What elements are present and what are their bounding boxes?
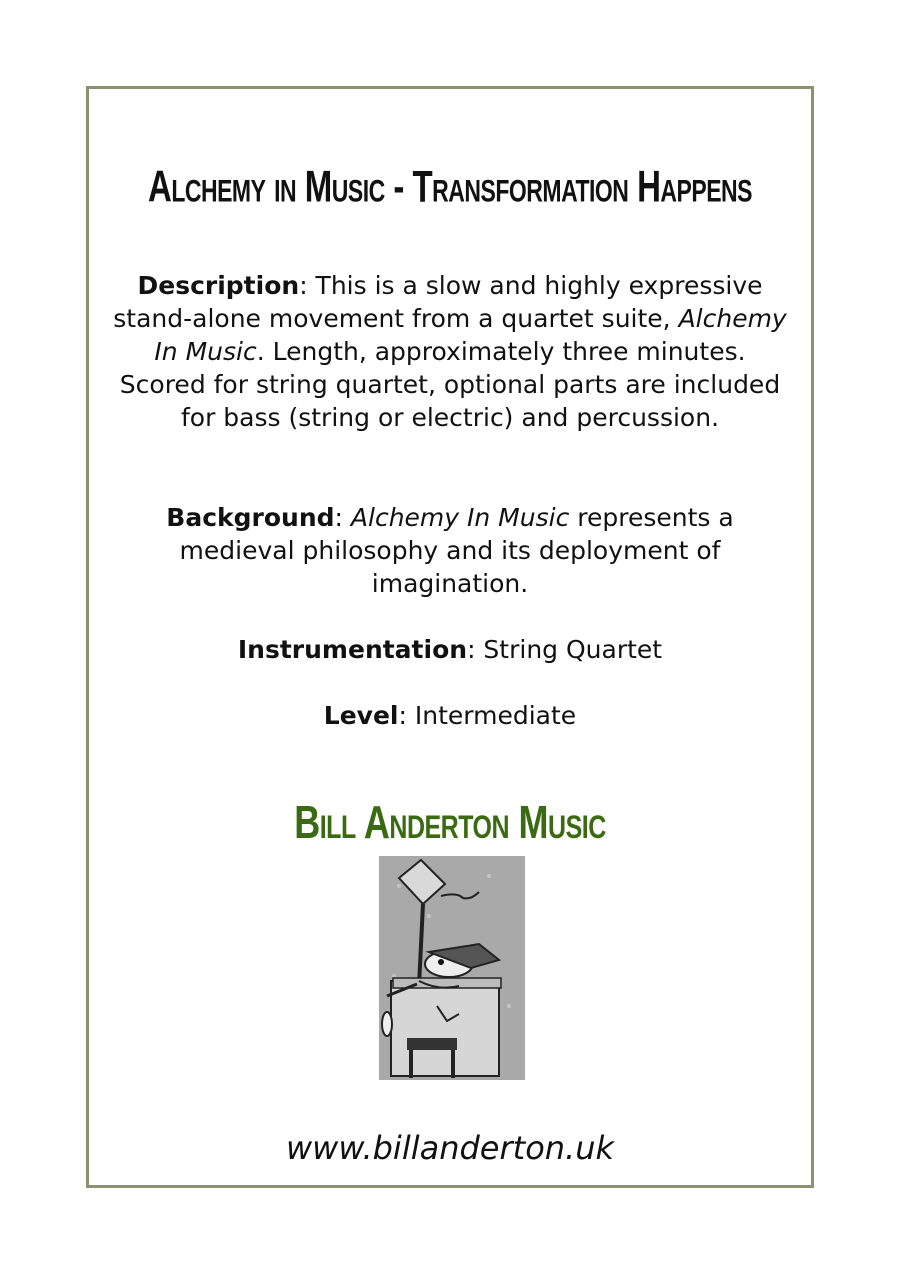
brand-name: Bill Anderton Music	[294, 795, 606, 849]
description-text-before: : This is a slow and highly expressive stand-alone movement from a quartet suite,	[113, 271, 763, 333]
background-paragraph	[109, 501, 791, 600]
description-text-after: . Length, approximately three minutes. Scored for string quartet, optional parts are included for bass (string or electric) and percussion.	[119, 337, 781, 432]
instrumentation-label: Instrumentation	[237, 635, 468, 664]
level-label: Level	[323, 701, 399, 730]
description-label: Description	[137, 271, 300, 300]
level-line	[109, 699, 791, 732]
website-url[interactable]: www.billanderton.uk	[285, 1129, 615, 1167]
description-italic: Alchemy In Music	[154, 304, 787, 366]
page-frame	[86, 86, 814, 1188]
instrumentation-value: : String Quartet	[467, 635, 663, 664]
background-text-after: represents a medieval philosophy and its deployment of imagination.	[179, 503, 734, 598]
page-title: Alchemy in Music - Transformation Happens	[147, 161, 752, 211]
level-value: : Intermediate	[398, 701, 577, 730]
description-paragraph	[109, 269, 791, 434]
background-sep: :	[334, 503, 351, 532]
instrumentation-line	[109, 633, 791, 666]
background-italic: Alchemy In Music	[350, 503, 570, 532]
musician-cartoon-icon	[379, 856, 525, 1080]
background-label: Background	[166, 503, 335, 532]
